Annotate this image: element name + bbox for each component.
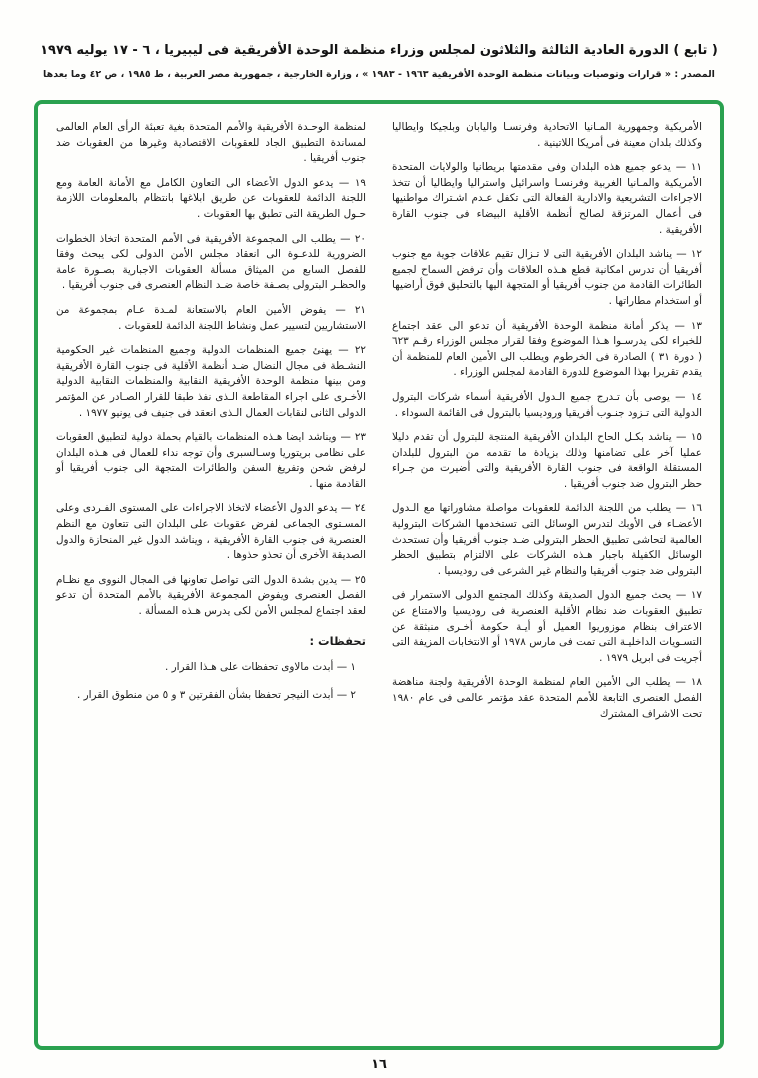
paragraph-12: ١٢ — يناشد البلدان الأفريقية التى لا تـزال تقيم علاقات جوية مع جنوب أفريقيا أن تدرس امكانية قطع هـذه العلاقات وأن ترفض السماح لجميع الطائرات القادمة من جنوب أفريقيا أو المتجهة اليها بالتحليق فوق أراضيها أو استخدام مطاراتها . xyxy=(392,248,702,307)
paragraph-11: ١١ — يدعو جميع هذه البلدان وفى مقدمتها بريطانيا والولايات المتحدة الأمريكية والمـانيا الغربية وفرنسـا واسرائيل واستراليا وايطاليا أن تتخذ الاجراءات التشريعية والادارية الفعالة التى تكفل عـدم اشـتراك مواطنيها فى أعمال المرتزقة لصالح أنظمة الأقلية البيضاء فى جنوب القارة الأفريقية . xyxy=(392,161,702,236)
content-frame xyxy=(34,100,724,1050)
paragraph-15: ١٥ — يناشد بكـل الحاح البلدان الأفريقية المنتجة للبترول أن تقدم دليلا عمليا آخر على تضامنها وذلك بزيادة ما تقدمه من البترول للبلدان المستقلة الواقعة فى جنوب القارة الأفريقية والتى أضيرت من جـراء حظر البترول ضد جنوب أفريقيا . xyxy=(392,431,702,490)
paragraph-continuation: لمنظمة الوحـدة الأفريقية والأمم المتحدة بغية تعبئة الرأى العام العالمى لمساندة التطبيق الجاد للعقوبات الاقتصادية وغيرها من العقوبات ضد جنوب أفريقيا . xyxy=(56,121,366,165)
paragraph-17: ١٧ — يحث جميع الدول الصديقة وكذلك المجتمع الدولى الاستمرار فى تطبيق العقوبات ضد نظام الأقلية العنصرية فى روديسيا والامتناع عن الاعتراف بنظام موزوريوا العميل أو أيـة حكومة أخـرى منبثقة عن التسـويات الداخليـة التى تمت فى مارس ١٩٧٨ أو الانتخابات المزيفة التى أجريت فى ابريل ١٩٧٩ . xyxy=(392,589,702,664)
page-header xyxy=(20,42,738,81)
paragraph-24: ٢٤ — يدعو الدول الأعضاء لاتخاذ الاجراءات على المستوى الفـردى وعلى المسـتوى الجماعى لفرض عقوبات على البلدان التى تتعاون مع النظم العنصرية فى جنوب القارة الأفريقية ، ويناشد الدول غير المنحازة والدول الصديقة الأخرى أن تحذو حذوها . xyxy=(56,502,366,562)
paragraph-20: ٢٠ — يطلب الى المجموعة الأفريقية فى الأمم المتحدة اتخاذ الخطوات الضرورية للدعـوة الى انعقاد مجلس الأمن الدولى لكى يبحث وفقا للفصل السابع من الميثاق مسألة العقوبات الاجبارية بصـورة عامة والحظـر البترولى بصـفة خاصة ضـد النظام العنصرى فى جنوب أفريقيا . xyxy=(56,232,366,292)
paragraph-21: ٢١ — يفوض الأمين العام بالاستعانة لمـدة عـام بمجموعة من الاستشاريين لتسيير عمل ونشاط اللجنة الدائمة للعقوبات . xyxy=(56,303,366,332)
left-column xyxy=(56,120,366,1032)
paragraph-18: ١٨ — يطلب الى الأمين العام لمنظمة الوحدة الأفريقية ولجنة مناهضة الفصل العنصرى التابعة للأمم المتحدة عقد مؤتمر عالمى فى عام ١٩٨٠ تحت الاشراف المشترك xyxy=(392,676,702,720)
paragraph-22: ٢٢ — يهنئ جميع المنظمات الدولية وجميع المنظمات غير الحكومية النشـطة فى مجال النضال ضـد أنظمة الأقلية فى جنوب القارة الأفريقية ومن بينها منظمة الوحدة الأفريقية النقابية والمنظمات النقابية الدولية الأخـرى على اجراء المقاطعة الـذى نفذ طبقا للقرار الصـادر عن المؤتمر الدولى الثانى لنقابات العمال الـذى انعقد فى جنيف فى يونيو ١٩٧٧ . xyxy=(56,344,366,419)
document-title: ( تابع ) الدورة العادية الثالثة والثلاثون لمجلس وزراء منظمة الوحدة الأفريقية فى ليبيريا ، ٦ - ١٧ يوليه ١٩٧٩ xyxy=(40,43,718,58)
page-number: ١٦ xyxy=(371,1057,387,1072)
reservations-heading: تحفظات : xyxy=(309,633,366,648)
paragraph-13: ١٣ — يذكر أمانة منظمة الوحدة الأفريقية أن تدعو الى عقد اجتماع للخبراء لكى يدرسـوا هـذا الموضوع وفقا لقرار مجلس الوزراء رقـم ٦٢٣ ( دورة ٣١ ) الصادرة فى الخرطوم ويطلب الى الأمين العام للمنظمة أن يقدم تقريرا بهذا الموضوع للدورة القادمة لمجلس الوزراء . xyxy=(392,319,702,379)
paragraph-19: ١٩ — يدعو الدول الأعضاء الى التعاون الكامل مع الأمانة العامة ومع اللجنة الدائمة للعقوبات عن طريق ابلاغها بانتظام بالمعلومات اللازمة حـول الطريقة التى تطبق بها العقوبات . xyxy=(56,176,366,220)
page-footer xyxy=(0,1053,758,1072)
reservation-2: ٢ — أبدت النيجر تحفظا بشأن الفقرتين ٣ و ٥ من منطوق القرار . xyxy=(76,688,356,701)
paragraph-continuation: الأمريكية وجمهورية المـانيا الاتحادية وفرنسـا واليابان وبلجيكا وايطاليا وكذلك بلدان معينة فى أمريكا اللاتينية . xyxy=(392,121,702,149)
document-source: المصدر : « قرارات وتوصيات وبيانات منظمة الوحدة الأفريقية ١٩٦٣ - ١٩٨٣ » ، وزارة الخارجية ، جمهورية مصر العربية ، ط ١٩٨٥ ، ص ٤٢ وما بعدها xyxy=(43,69,715,81)
right-column xyxy=(392,120,702,1032)
paragraph-23: ٢٣ — ويناشد ايضا هـذه المنظمات بالقيام بحملة دولية لتطبيق العقوبات على نظامى بريتوريا وسـالسبرى وأن توجه نداء للعمال فى هـذه البلدان لرفض شحن وتفريغ السفن والطائرات المتجهة الى جنوب أفريقيا أو القادمة منها . xyxy=(56,431,366,490)
paragraph-16: ١٦ — يطلب من اللجنة الدائمة للعقوبات مواصلة مشاوراتها مع الـدول الأعضـاء فى الأوبك لتدرس الوسائل التى تستخدمها الشركات البترولية العالمية لتحاشى تطبيق الحظر البترولى ضـد جنوب أفريقيا وأن تستحدث الوسائل الكفيلة باجبار هـذه الشركات على الالتزام بتطبيق الحظر البترولى ضد جنوب أفريقيا والنظام غير الشرعى فى روديسيا . xyxy=(392,502,702,577)
paragraph-14: ١٤ — يوصى بأن تـدرج جميع الـدول الأفريقية أسماء شركات البترول الدولية التى تـزود جنـوب أفريقيا وروديسيا بالبترول فى القائمة السوداء . xyxy=(392,390,702,419)
paragraph-25: ٢٥ — يدين بشدة الدول التى تواصل تعاونها فى المجال النووى مع نظـام الفصل العنصرى ويفوض المجموعة الأفريقية بالأمم المتحدة أن تدعو لعقد اجتماع لمجلس الأمن لكى يدرس هـذه المسألة . xyxy=(56,573,366,618)
reservation-1: ١ — أبدت مالاوى تحفظات على هـذا القرار . xyxy=(165,661,356,674)
